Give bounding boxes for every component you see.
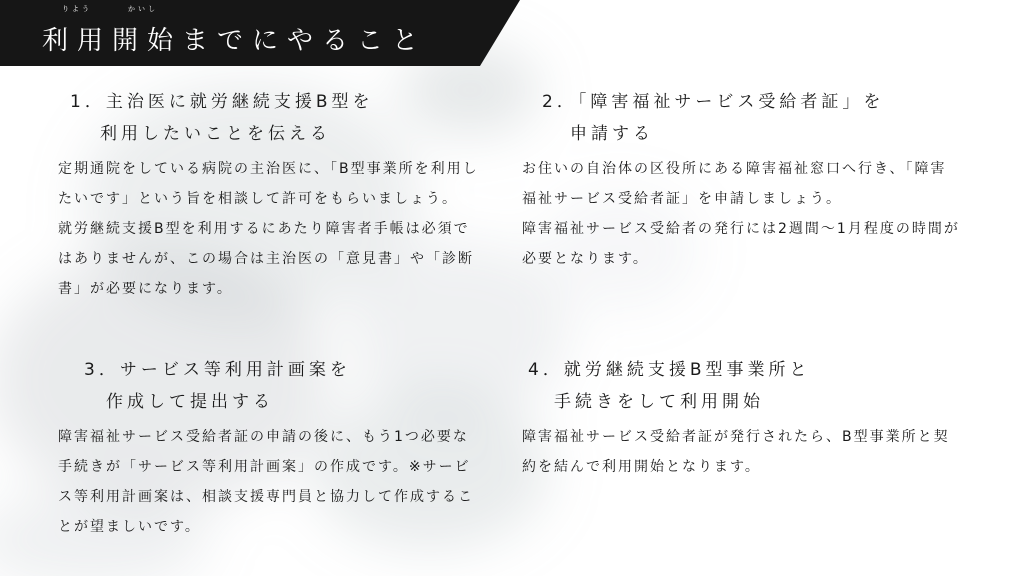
step-2-heading-line1: 2．「障害福祉サービス受給者証」を xyxy=(542,92,885,112)
step-3-heading xyxy=(62,354,492,418)
step-3-body xyxy=(58,422,482,542)
step-2-paragraph-2: 障害福祉サービス受給者の発行には2週間〜1月程度の時間が必要となります。 xyxy=(522,221,960,267)
step-1-heading-line1: 1．主治医に就労継続支援B型を xyxy=(70,92,374,112)
step-3-heading-line1: 3．サービス等利用計画案を xyxy=(84,360,351,380)
step-1-heading xyxy=(62,86,492,150)
step-2-heading xyxy=(522,86,962,150)
section-step-3 xyxy=(58,354,492,542)
step-4-heading-line1: 4．就労継続支援B型事業所と xyxy=(528,360,811,380)
step-1-paragraph-1: 定期通院をしている病院の主治医に、「B型事業所を利用したいです」という旨を相談して許可をもらいましょう。 xyxy=(58,161,479,207)
step-1-paragraph-2: 就労継続支援B型を利用するにあたり障害者手帳は必須ではありませんが、この場合は主治医の「意見書」や「診断書」が必要になります。 xyxy=(58,221,474,297)
step-1-heading-line2: 利用したいことを伝える xyxy=(100,124,331,144)
step-3-paragraph-1: 障害福祉サービス受給者証の申請の後に、もう1つ必要な手続きが「サービス等利用計画案」の作成です。※サービス等利用計画案は、相談支援専門員と協力して作成することが望ましいです。 xyxy=(58,429,474,535)
step-4-paragraph-1: 障害福祉サービス受給者証が発行されたら、B型事業所と契約を結んで利用開始となります。 xyxy=(522,429,950,475)
step-2-body xyxy=(522,154,962,274)
step-3-heading-line2: 作成して提出する xyxy=(106,392,274,412)
step-2-paragraph-1: お住いの自治体の区役所にある障害福祉窓口へ行き、「障害福祉サービス受給者証」を申請しましょう。 xyxy=(522,161,947,207)
step-4-body xyxy=(522,422,962,482)
step-4-heading xyxy=(522,354,962,418)
banner-ruby-kaishi: かいし xyxy=(128,5,158,13)
step-4-heading-line2: 手続きをして利用開始 xyxy=(554,392,764,412)
section-step-4 xyxy=(522,354,962,482)
section-step-2 xyxy=(522,86,962,274)
page-title: 利用開始までにやること xyxy=(42,26,428,56)
banner-ruby-riyou: りよう xyxy=(62,5,92,13)
section-step-1 xyxy=(58,86,492,304)
step-1-body xyxy=(58,154,482,304)
step-2-heading-line2: 申請する xyxy=(570,124,654,144)
